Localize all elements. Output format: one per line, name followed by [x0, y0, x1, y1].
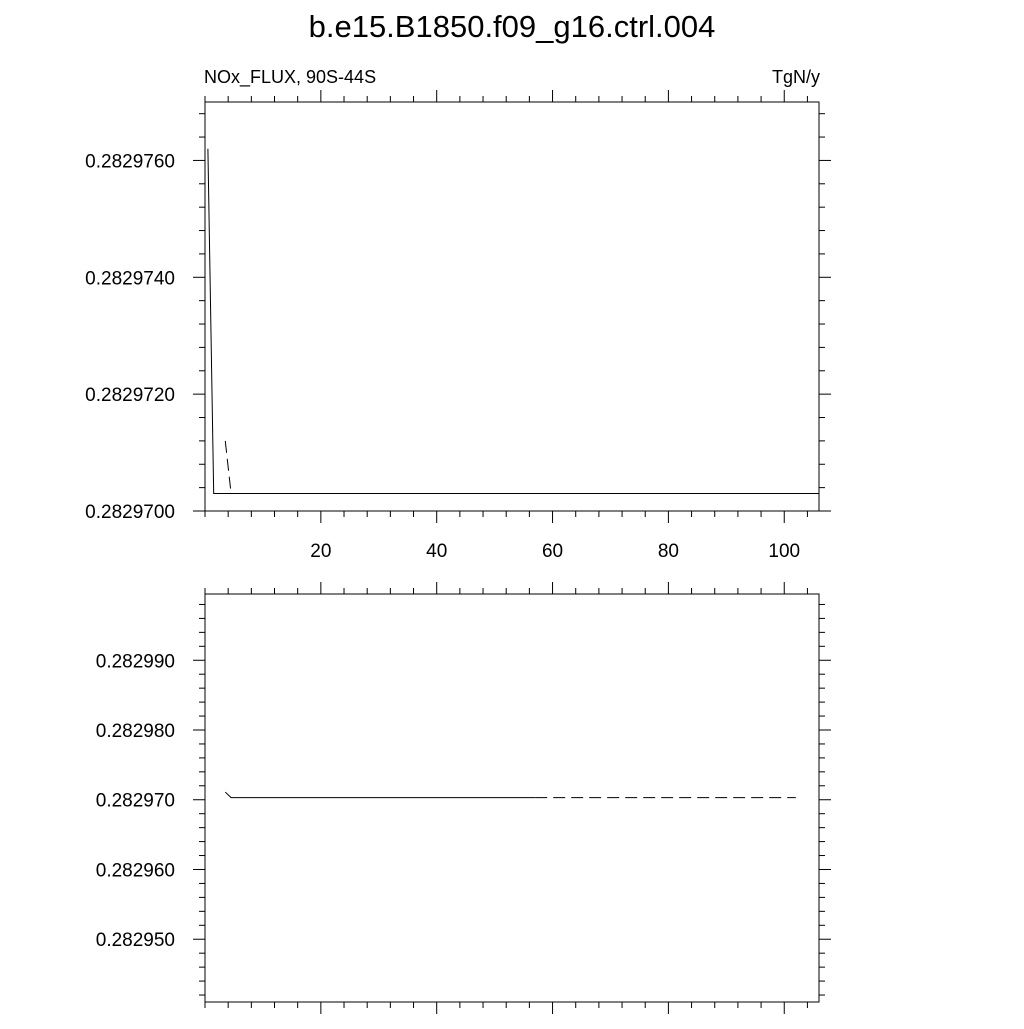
panel-1-series-1-line: [208, 149, 819, 494]
panel-2-y-tick-label: 0.282970: [95, 790, 175, 812]
panel-2-y-tick-label: 0.282960: [95, 860, 175, 882]
panel-1-units-label: TgN/y: [771, 67, 820, 87]
panel-1-y-tick-label: 0.2829740: [85, 268, 175, 290]
panel-2-y-tick-label: 0.282980: [95, 721, 175, 742]
panel-1-x-tick-label: 80: [657, 541, 679, 562]
panel-1-x-tick-label: 100: [768, 541, 801, 562]
panel-1-y-tick-label: 0.2829760: [85, 151, 175, 173]
panel-1-y-tick-label: 0.2829720: [85, 385, 175, 407]
panel-1-x-tick-label: 40: [426, 541, 448, 562]
panel-1-x-tick-label: 60: [541, 541, 564, 562]
panel-1-series-2-line: [225, 441, 813, 494]
chart-title: b.e15.B1850.f09_g16.ctrl.004: [308, 9, 716, 44]
panel-1-left-label: NOx_FLUX, 90S-44S: [204, 67, 377, 87]
panel-2-y-tick-label: 0.282990: [95, 651, 175, 673]
panel-1-x-tick-label: 20: [310, 541, 332, 562]
panel-1-frame: [205, 102, 819, 511]
panel-2-series-1-line: [225, 792, 535, 798]
panel-2-y-tick-label: 0.282950: [95, 930, 175, 952]
panel-1-y-tick-label: 0.2829700: [85, 502, 175, 523]
